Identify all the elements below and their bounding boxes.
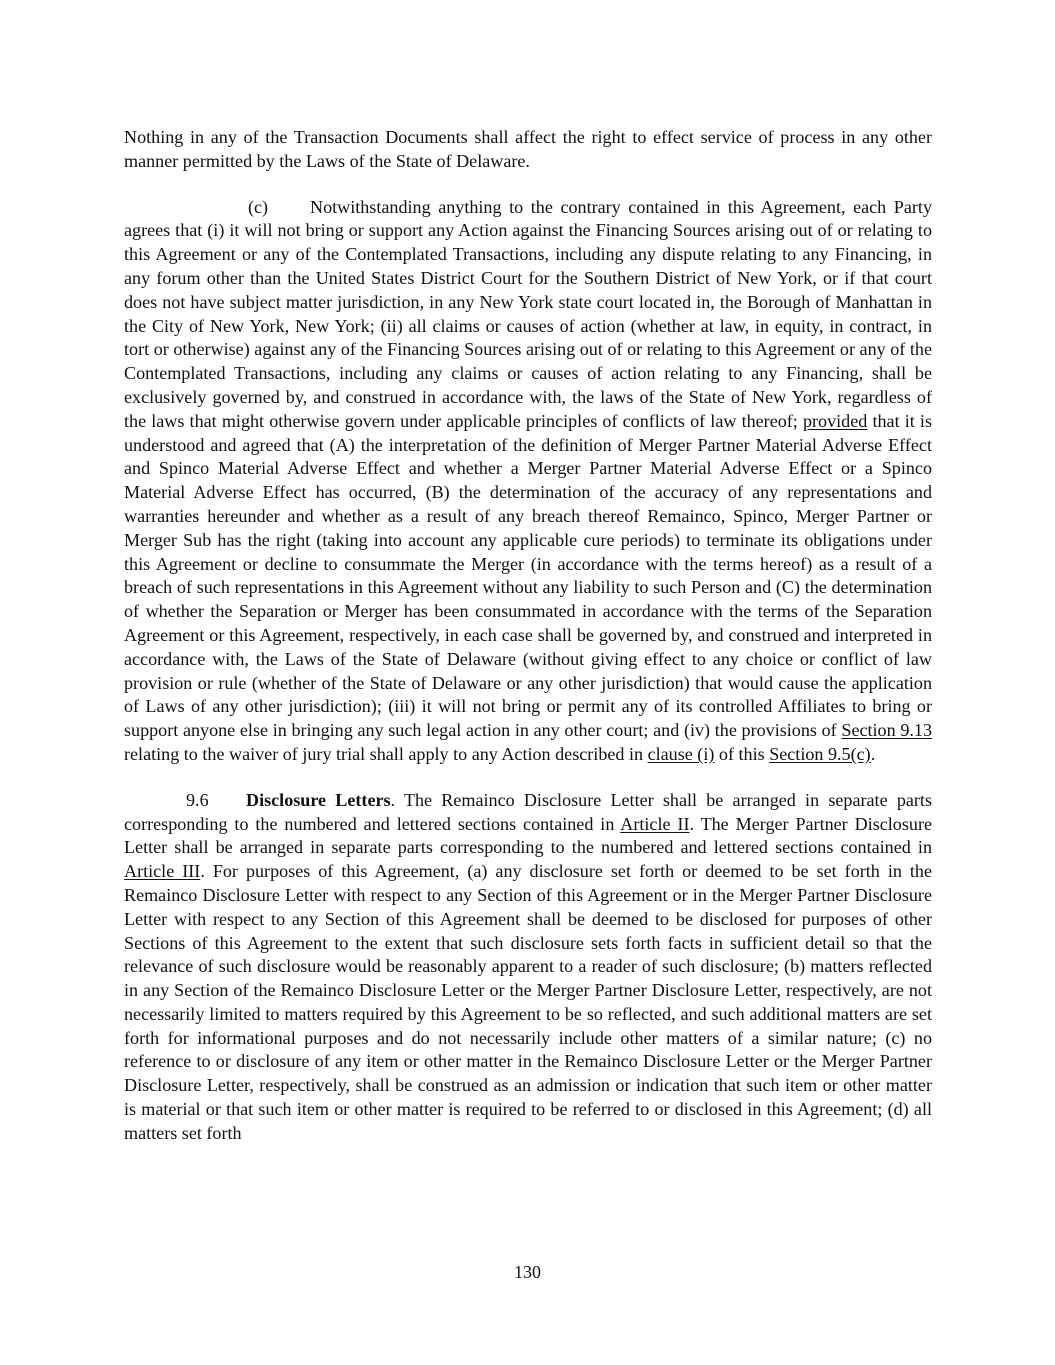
- paragraph-opening-text: Nothing in any of the Transaction Documents shall affect the right to effect service of process in any other manner permitted by the Laws of the State of Delaware.: [124, 127, 932, 171]
- paragraph-9-6-text-2: . The Merger Partner Disclosure Letter shall be arranged in separate parts corresponding to the numbered and lettered sections contained in: [124, 813, 932, 858]
- document-page: [124, 126, 932, 1146]
- section-number-9-6: 9.6: [186, 789, 209, 810]
- cross-reference-section-9-5-c[interactable]: Section 9.5(c): [769, 743, 871, 764]
- paragraph-9-6: [124, 789, 932, 1146]
- paragraph-9-5-c: [124, 196, 932, 767]
- term-provided: provided: [802, 410, 868, 431]
- cross-reference-article-iii[interactable]: Article III: [124, 861, 201, 882]
- paragraph-c-text-2: that it is understood and agreed that (A) the interpretation of the definition of Merger Partner Material Adverse Effect and Spinco Material Adverse Effect and whether a Merger Partner Material Adverse Effect or a Spinco Material Adverse Effect has occurred, (B) the determination of the accuracy of any representations and warranties hereunder and whether as a result of any breach thereof Remainco, Spinco, Merger Partner or Merger Sub has the right (taking into account any applicable cure periods) to terminate its obligations under this Agreement or decline to consummate the Merger (in accordance with the terms hereof) as a result of a breach of such representations in this Agreement without any liability to such Person and (C) the determination of whether the Separation or Merger has been consummated in accordance with the terms of the Separation Agreement or this Agreement, respectively, in each case shall be governed by, and construed and interpreted in accordance with, the Laws of the State of Delaware (without giving effect to any choice or conflict of law provision or rule (whether of the State of Delaware or any other jurisdiction) that would cause the application of Laws of any other jurisdiction); (iii) it will not bring or permit any of its controlled Affiliates to bring or support anyone else in bringing any such legal action in any other court; and (iv) the provisions of: [124, 410, 933, 741]
- cross-reference-clause-i[interactable]: clause (i): [647, 743, 715, 764]
- paragraph-gap: [124, 174, 932, 196]
- cross-reference-article-ii[interactable]: Article II: [620, 813, 690, 834]
- page-number: 130: [514, 1262, 541, 1282]
- paragraph-9-6-text-3: . For purposes of this Agreement, (a) any disclosure set forth or deemed to be set forth in the Remainco Disclosure Letter with respect to any Section of this Agreement or in the Merger Partner Disclosure Letter with respect to any Section of this Agreement shall be deemed to be disclosed for purposes of other Sections of this Agreement to the extent that such disclosure sets forth facts in sufficient detail so that the relevance of such disclosure would be reasonably apparent to a reader of such disclosure; (b) matters reflected in any Section of the Remainco Disclosure Letter or the Merger Partner Disclosure Letter, respectively, are not necessarily limited to matters required by this Agreement to be so reflected, and such additional matters are set forth for informational purposes and do not necessarily include other matters of a similar nature; (c) no reference to or disclosure of any item or other matter in the Remainco Disclosure Letter or the Merger Partner Disclosure Letter, respectively, shall be construed as an admission or indication that such item or other matter is material or that such item or other matter is required to be referred to or disclosed in this Agreement; (d) all matters set forth: [124, 861, 932, 1143]
- cross-reference-section-9-13[interactable]: Section 9.13: [841, 720, 932, 741]
- clause-marker-c: (c): [248, 196, 269, 217]
- paragraph-c-text-1: Notwithstanding anything to the contrary contained in this Agreement, each Party agrees that (i) it will not bring or support any Action against the Financing Sources arising out of or relating to this Agreement or any of the Contemplated Transactions, including any dispute relating to any Financing, in any forum other than the United States District Court for the Southern District of New York, or if that court does not have subject matter jurisdiction, in any New York state court located in, the Borough of Manhattan in the City of New York, New York; (ii) all claims or causes of action (whether at law, in equity, in contract, in tort or otherwise) against any of the Financing Sources arising out of or relating to this Agreement or any of the Contemplated Transactions, including any claims or causes of action relating to any Financing, shall be exclusively governed by, and construed in accordance with, the laws of the State of New York, regardless of the laws that might otherwise govern under applicable principles of conflicts of law thereof;: [124, 196, 932, 431]
- paragraph-c-text-3: relating to the waiver of jury trial shall apply to any Action described in: [124, 743, 648, 764]
- paragraph-opening: [124, 126, 932, 174]
- section-heading-disclosure-letters: Disclosure Letters: [246, 789, 391, 810]
- paragraph-9-6-text-1: . The Remainco Disclosure Letter shall be arranged in separate parts corresponding to the numbered and lettered sections contained in: [124, 789, 932, 834]
- paragraph-c-text-5: .: [870, 743, 876, 764]
- paragraph-gap: [124, 767, 932, 789]
- paragraph-c-text-4: of this: [714, 743, 770, 764]
